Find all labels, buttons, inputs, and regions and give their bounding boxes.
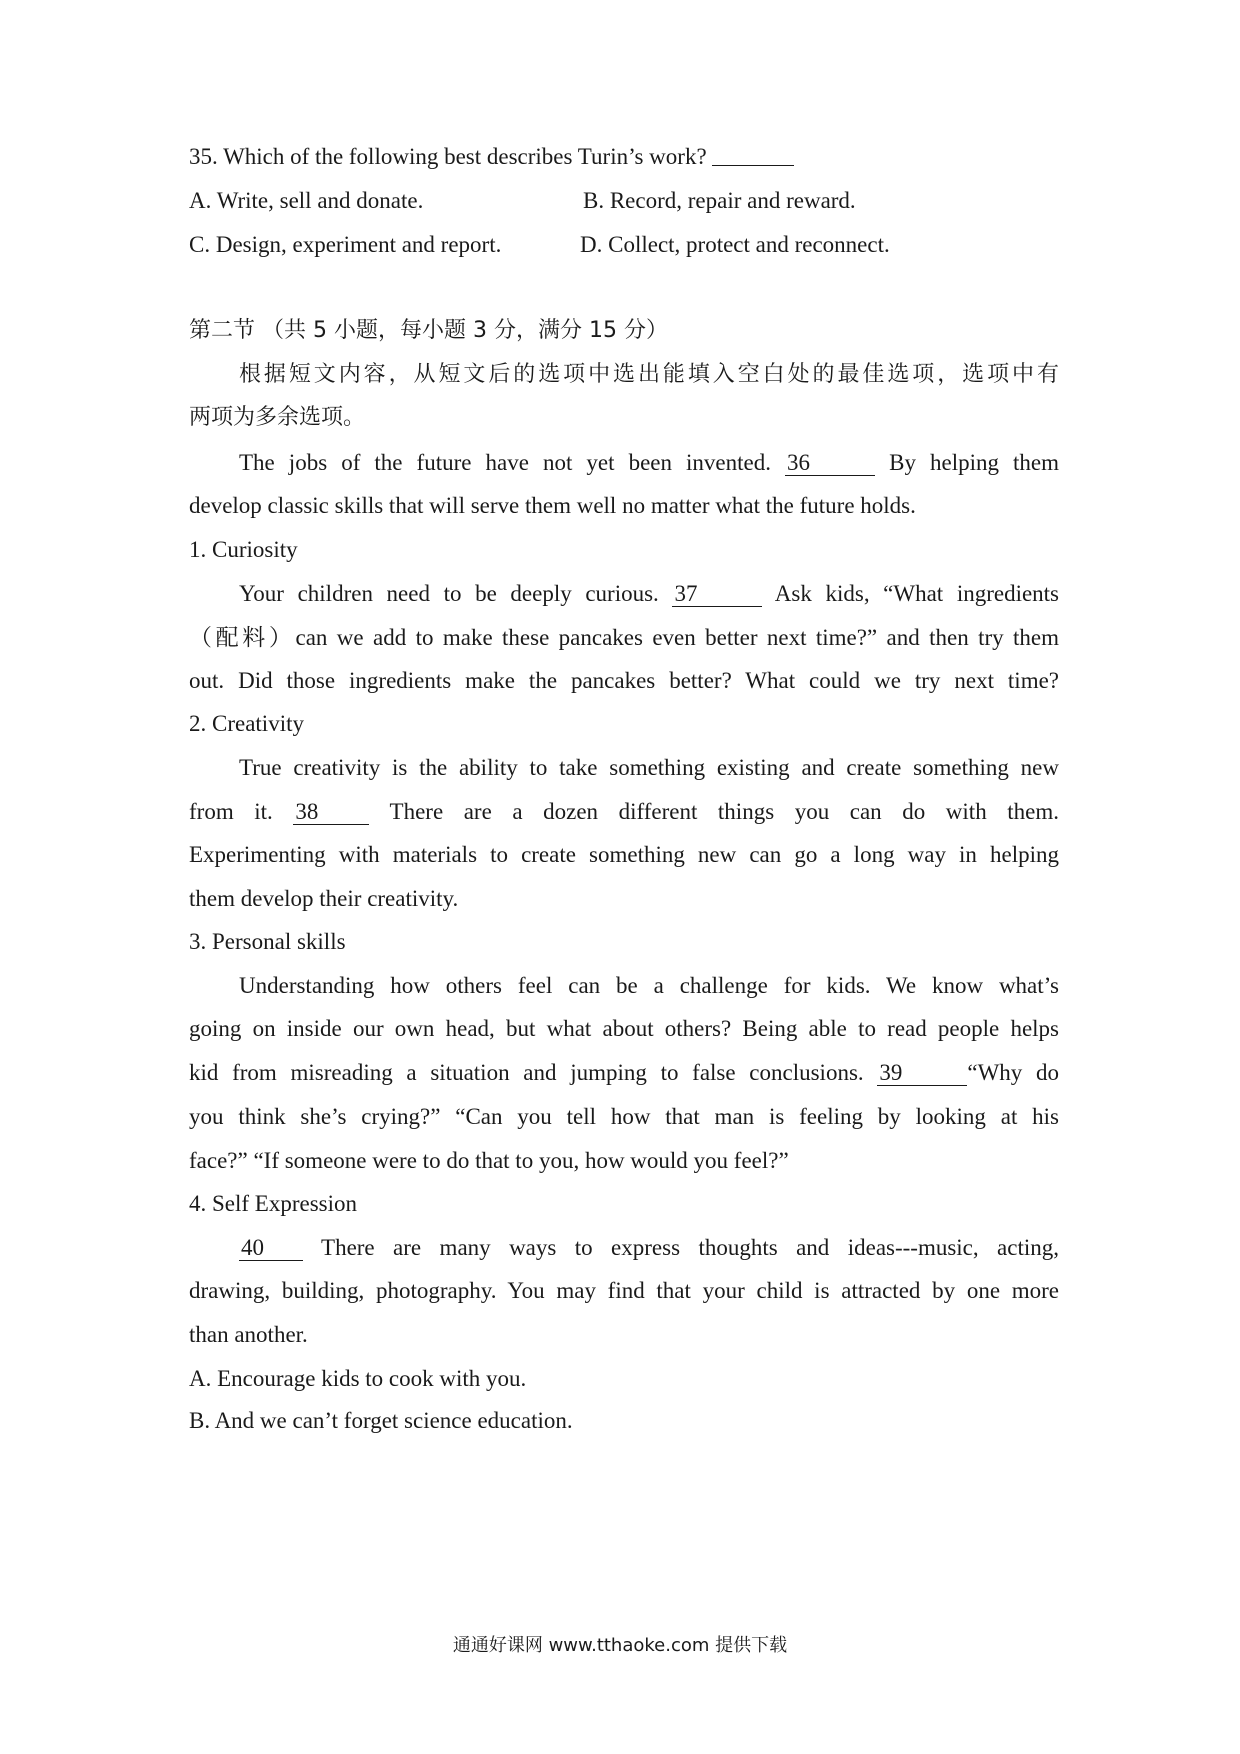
personal-text-post: “Why do: [967, 1060, 1060, 1085]
heading-creativity: 2. Creativity: [189, 711, 304, 736]
expression-line-3: than another.: [189, 1322, 308, 1347]
personal-line-1: Understanding how others feel can be a challenge for kids. We know what’s: [239, 973, 1059, 998]
personal-line-5: face?” “If someone were to do that to you, how would you feel?”: [189, 1148, 789, 1173]
options-row-1: [189, 186, 1059, 216]
heading-self-expression: 4. Self Expression: [189, 1191, 358, 1216]
curiosity-line-1: [239, 579, 1059, 609]
intro-text-post: By helping them: [889, 450, 1060, 475]
question-35: [189, 142, 1059, 172]
option-35-d: D. Collect, protect and reconnect.: [580, 232, 890, 257]
section-2-title: 第二节 （共 5 小题，每小题 3 分，满分 15 分）: [189, 318, 668, 343]
heading-personal-skills: 3. Personal skills: [189, 929, 346, 954]
options-row-2: [189, 230, 1059, 260]
option-35-c: C. Design, experiment and report.: [189, 232, 502, 257]
creativity-line-2: [189, 797, 1059, 827]
answer-blank-38[interactable]: 38: [293, 800, 369, 825]
option-35-b: B. Record, repair and reward.: [583, 188, 856, 213]
creativity-line-1: True creativity is the ability to take something existing and create something new: [239, 755, 1059, 780]
heading-curiosity: 1. Curiosity: [189, 537, 298, 562]
expression-text-post: There are many ways to express thoughts and ideas---music, acting,: [321, 1235, 1060, 1260]
personal-line-3: [189, 1058, 1059, 1088]
answer-option-a: A. Encourage kids to cook with you.: [189, 1366, 527, 1391]
curiosity-text-post: Ask kids, “What ingredients: [774, 581, 1060, 606]
creativity-text-pre: from it.: [189, 799, 273, 824]
curiosity-text-pre: Your children need to be deeply curious.: [239, 581, 659, 606]
curiosity-line-2: （配料）can we add to make these pancakes even better next time?” and then try them: [189, 625, 1059, 650]
answer-blank-40[interactable]: 40: [239, 1236, 303, 1261]
personal-line-2: going on inside our own head, but what about others? Being able to read people helps: [189, 1016, 1059, 1041]
section-2-instruction-1: 根据短文内容，从短文后的选项中选出能填入空白处的最佳选项，选项中有: [239, 362, 1059, 387]
creativity-line-4: them develop their creativity.: [189, 886, 459, 911]
intro-text-pre: The jobs of the future have not yet been invented.: [239, 450, 771, 475]
question-35-text: 35. Which of the following best describes Turin’s work?: [189, 144, 707, 169]
curiosity-line-3: out. Did those ingredients make the pancakes better? What could we try next time?: [189, 668, 1059, 693]
intro-line-2: develop classic skills that will serve them well no matter what the future holds.: [189, 493, 916, 518]
answer-blank-39[interactable]: 39: [877, 1061, 967, 1086]
personal-text-pre: kid from misreading a situation and jumping to false conclusions.: [189, 1060, 864, 1085]
expression-line-2: drawing, building, photography. You may find that your child is attracted by one more: [189, 1278, 1059, 1303]
personal-line-4: you think she’s crying?” “Can you tell how that man is feeling by looking at his: [189, 1104, 1059, 1129]
creativity-line-3: Experimenting with materials to create something new can go a long way in helping: [189, 842, 1059, 867]
section-2-instruction-2: 两项为多余选项。: [189, 405, 366, 430]
answer-blank-35[interactable]: [712, 143, 794, 166]
option-35-a: A. Write, sell and donate.: [189, 188, 424, 213]
creativity-text-post: There are a dozen different things you can do with them.: [389, 799, 1059, 824]
answer-option-b: B. And we can’t forget science education.: [189, 1408, 573, 1433]
intro-line-1: [239, 448, 1059, 478]
page-footer: 通通好课网 www.tthaoke.com 提供下载: [452, 1635, 788, 1656]
expression-line-1: [239, 1233, 1059, 1263]
answer-blank-37[interactable]: 37: [672, 582, 762, 607]
answer-blank-36[interactable]: 36: [785, 451, 875, 476]
